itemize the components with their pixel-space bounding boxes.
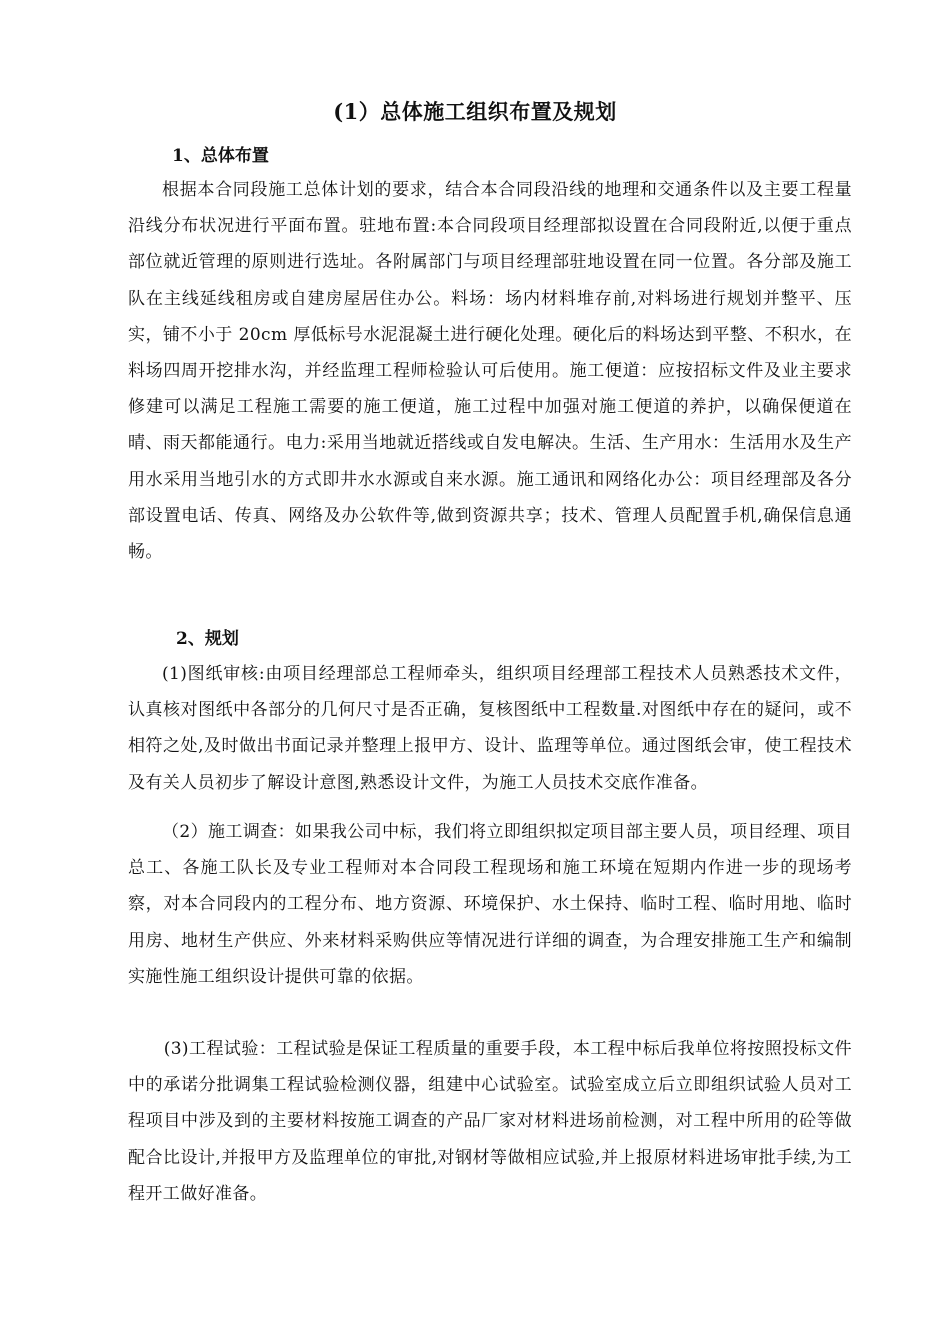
document-title: (1）总体施工组织布置及规划	[333, 99, 617, 124]
section-heading-planning: 2、规划	[176, 629, 239, 649]
paragraph-construction-survey: （2）施工调查：如果我公司中标，我们将立即组织拟定项目部主要人员，项目经理、项目总工、各施工队长及专业工程师对本合同段工程现场和施工环境在短期内作进一步的现场考察，对本合同段内的工程分布、地方资源、环境保护、水土保持、临时工程、临时用地、临时用房、地材生产供应、外来材料采购供应等情况进行详细的调查，为合理安排施工生产和编制实施性施工组织设计提供可靠的依据。	[128, 822, 852, 987]
section-heading-overall-layout: 1、总体布置	[172, 146, 269, 166]
paragraph-overall-layout: 根据本合同段施工总体计划的要求，结合本合同段沿线的地理和交通条件以及主要工程量沿线分布状况进行平面布置。驻地布置:本合同段项目经理部拟设置在合同段附近,以便于重点部位就近管理的原则进行选址。各附属部门与项目经理部驻地设置在同一位置。各分部及施工队在主线延线租房或自建房屋居住办公。料场：场内材料堆存前,对料场进行规划并整平、压实，铺不小于 20cm 厚低标号水泥混凝土进行硬化处理。硬化后的料场达到平整、不积水，在料场四周开挖排水沟，并经监理工程师检验认可后使用。施工便道：应按招标文件及业主要求修建可以满足工程施工需要的施工便道，施工过程中加强对施工便道的养护，以确保便道在晴、雨天都能通行。电力:采用当地就近搭线或自发电解决。生活、生产用水：生活用水及生产用水采用当地引水的方式即井水水源或自来水源。施工通讯和网络化办公：项目经理部及各分部设置电话、传真、网络及办公软件等,做到资源共享；技术、管理人员配置手机,确保信息通畅。	[128, 180, 852, 563]
paragraph-engineering-test: (3)工程试验：工程试验是保证工程质量的重要手段，本工程中标后我单位将按照投标文件中的承诺分批调集工程试验检测仪器，组建中心试验室。试验室成立后立即组织试验人员对工程项目中涉及到的主要材料按施工调查的产品厂家对材料进场前检测，对工程中所用的砼等做配合比设计,并报甲方及监理单位的审批,对钢材等做相应试验,并上报原材料进场审批手续,为工程开工做好准备。	[128, 1039, 852, 1204]
paragraph-drawing-review: (1)图纸审核:由项目经理部总工程师牵头，组织项目经理部工程技术人员熟悉技术文件，认真核对图纸中各部分的几何尺寸是否正确，复核图纸中工程数量.对图纸中存在的疑问，或不相符之处,及时做出书面记录并整理上报甲方、设计、监理等单位。通过图纸会审，使工程技术及有关人员初步了解设计意图,熟悉设计文件，为施工人员技术交底作准备。	[128, 664, 852, 793]
